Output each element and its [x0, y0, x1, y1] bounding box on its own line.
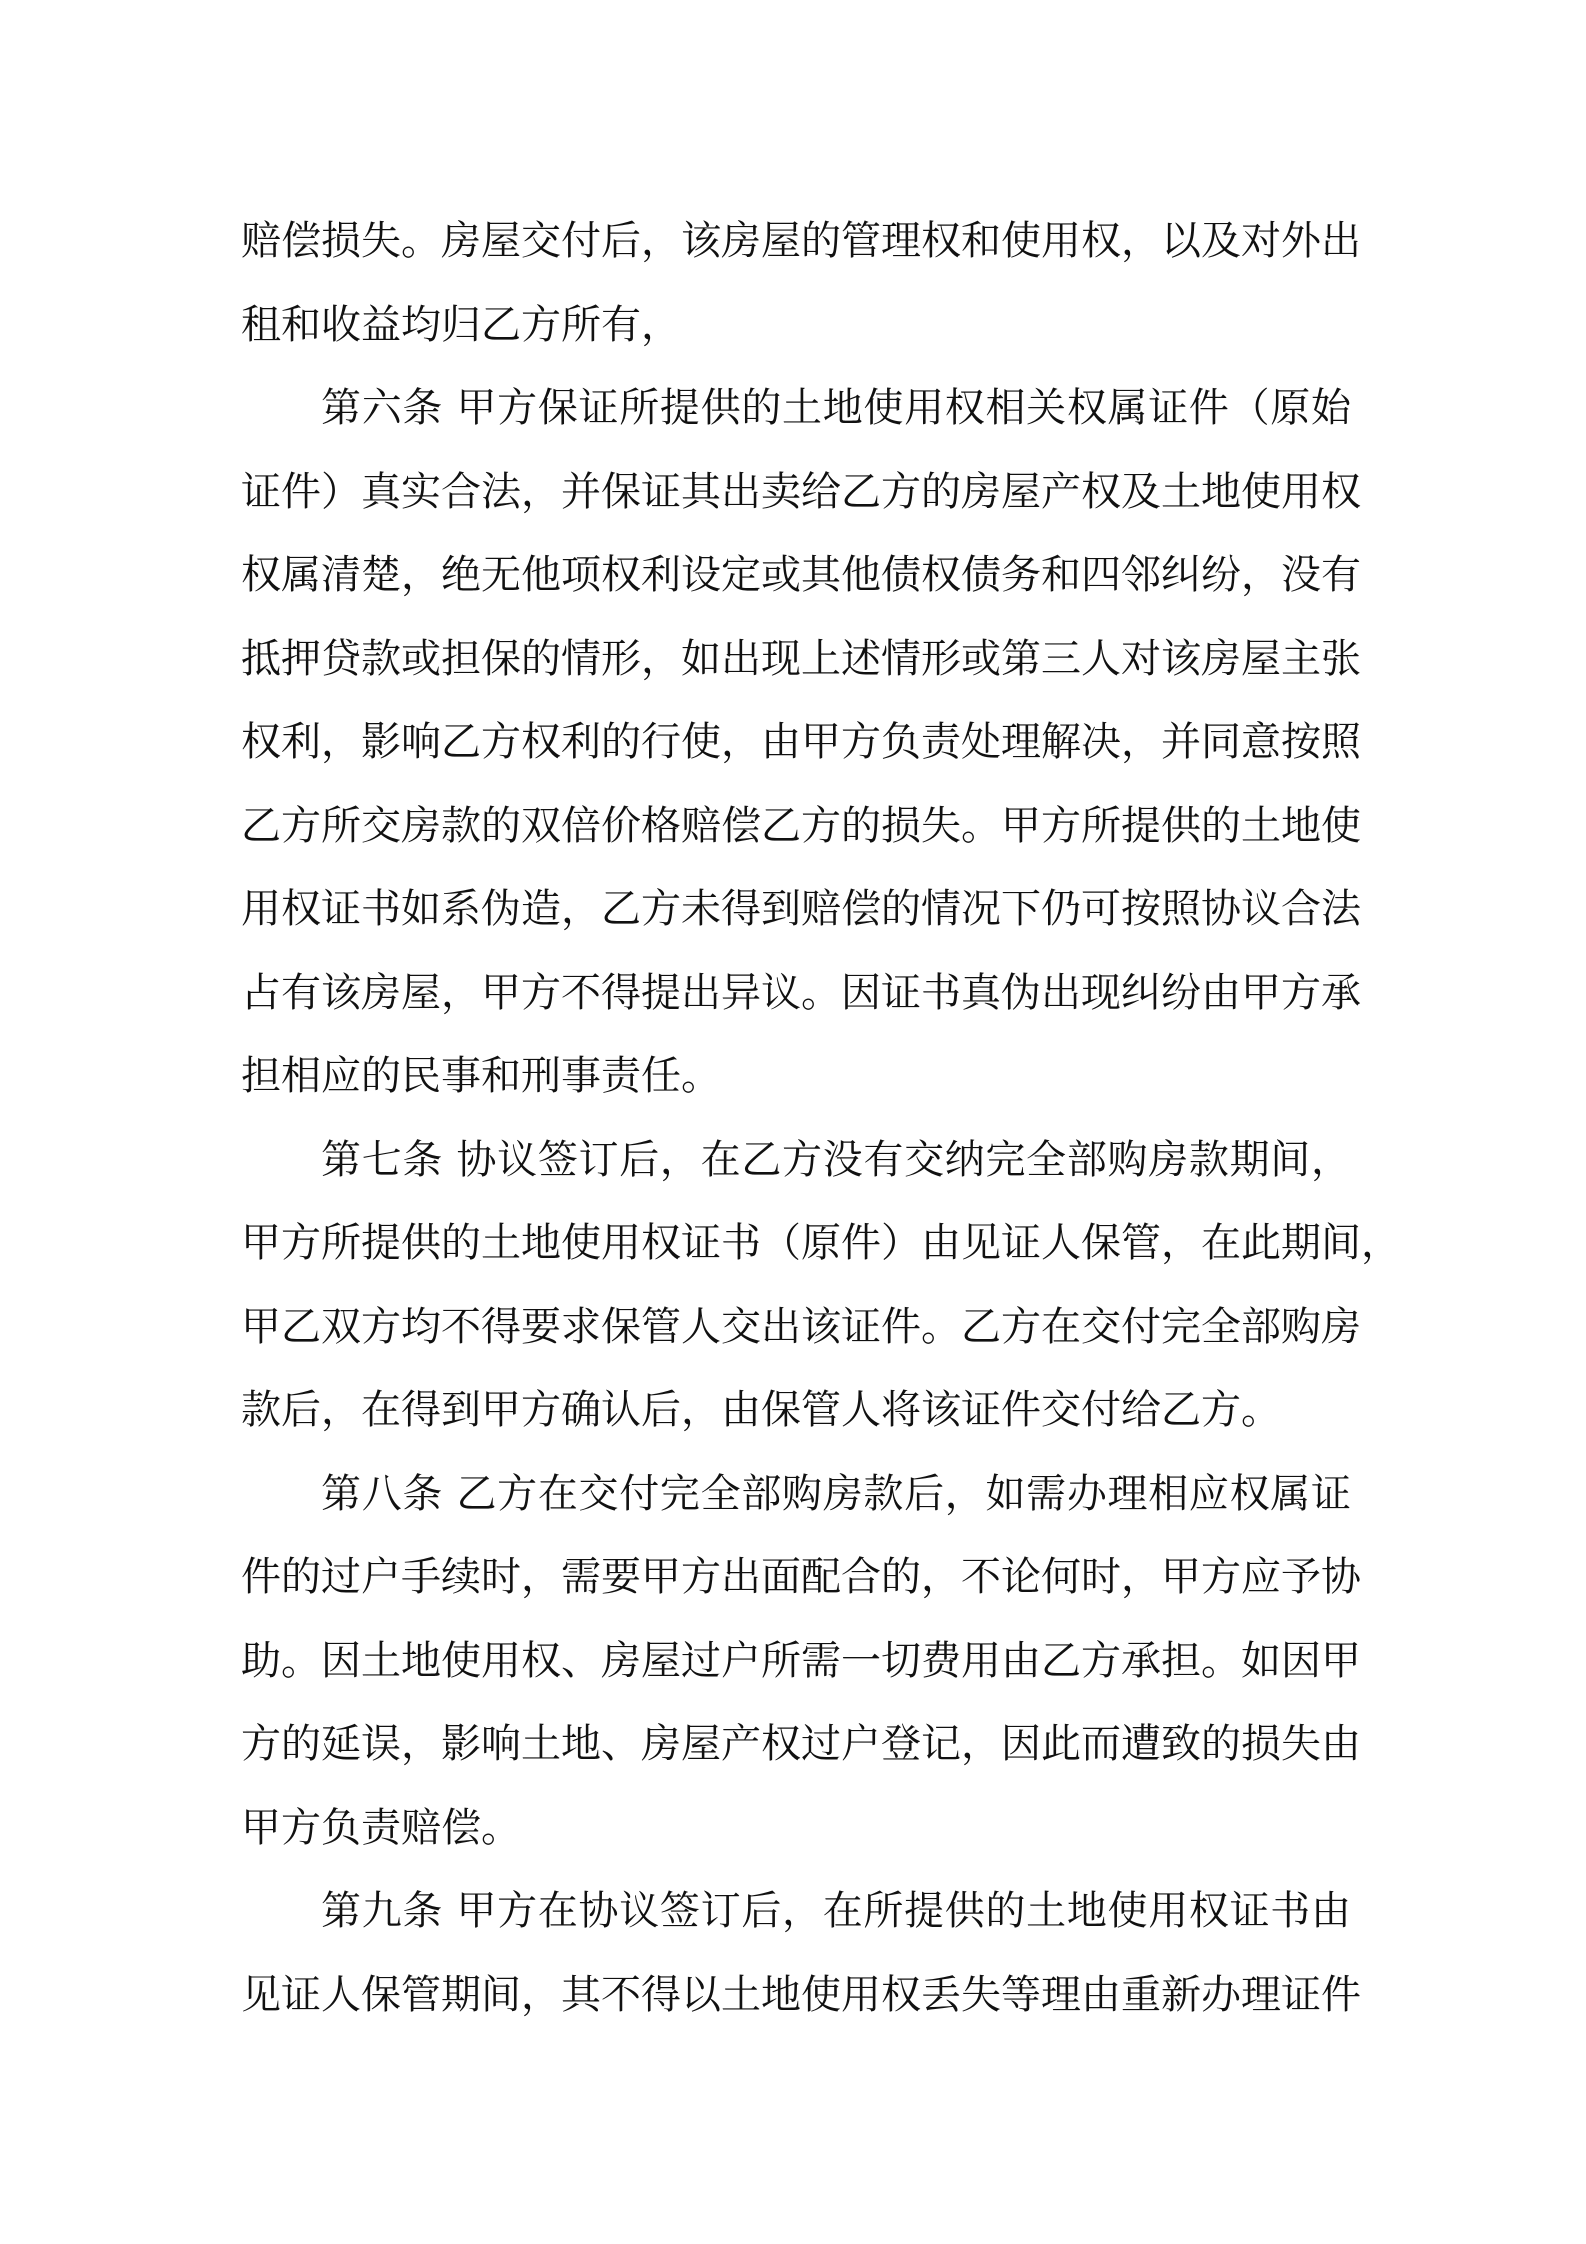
text-line: 甲乙双方均不得要求保管人交出该证件。乙方在交付完全部购房 — [241, 1303, 1361, 1350]
paragraph-article-8 — [241, 1453, 1361, 1871]
text-line: 乙方所交房款的双倍价格赔偿乙方的损失。甲方所提供的土地使 — [241, 802, 1361, 849]
article-heading-line: 第七条 协议签订后，在乙方没有交纳完全部购房款期间， — [321, 1136, 1351, 1183]
text-line: 担相应的民事和刑事责任。 — [241, 1053, 721, 1099]
text-line: 抵押贷款或担保的情形，如出现上述情形或第三人对该房屋主张 — [241, 635, 1361, 682]
text-line: 方的延误，影响土地、房屋产权过户登记，因此而遭致的损失由 — [241, 1721, 1361, 1767]
text-line: 权利，影响乙方权利的行使，由甲方负责处理解决，并同意按照 — [241, 719, 1361, 765]
paragraph-article-7 — [241, 1119, 1401, 1453]
paragraph-article-6 — [241, 367, 1361, 1119]
document-page — [241, 200, 1401, 2037]
paragraph-article-9 — [241, 1870, 1361, 2037]
paragraph-continuation — [241, 200, 1361, 367]
text-line: 见证人保管期间，其不得以土地使用权丢失等理由重新办理证件 — [241, 1971, 1361, 2018]
text-line: 权属清楚，绝无他项权利设定或其他债权债务和四邻纠纷，没有 — [241, 552, 1361, 598]
article-heading-line: 第八条 乙方在交付完全部购房款后，如需办理相应权属证 — [321, 1470, 1351, 1517]
text-line: 款后，在得到甲方确认后，由保管人将该证件交付给乙方。 — [241, 1387, 1281, 1433]
text-line: 用权证书如系伪造，乙方未得到赔偿的情况下仍可按照协议合法 — [241, 886, 1361, 932]
text-line: 甲方所提供的土地使用权证书（原件）由见证人保管，在此期间， — [241, 1220, 1401, 1266]
text-line: 占有该房屋，甲方不得提出异议。因证书真伪出现纠纷由甲方承 — [241, 969, 1361, 1016]
text-line: 助。因土地使用权、房屋过户所需一切费用由乙方承担。如因甲 — [241, 1637, 1361, 1684]
article-heading-line: 第九条 甲方在协议签订后，在所提供的土地使用权证书由 — [321, 1888, 1351, 1934]
article-heading-line: 第六条 甲方保证所提供的土地使用权相关权属证件（原始 — [321, 385, 1351, 431]
text-line: 赔偿损失。房屋交付后，该房屋的管理权和使用权，以及对外出 — [241, 218, 1361, 264]
text-line: 甲方负责赔偿。 — [241, 1804, 521, 1851]
text-line: 件的过户手续时，需要甲方出面配合的，不论何时，甲方应予协 — [241, 1554, 1361, 1600]
text-line: 证件）真实合法，并保证其出卖给乙方的房屋产权及土地使用权 — [241, 468, 1361, 515]
text-line: 租和收益均归乙方所有， — [241, 301, 681, 348]
